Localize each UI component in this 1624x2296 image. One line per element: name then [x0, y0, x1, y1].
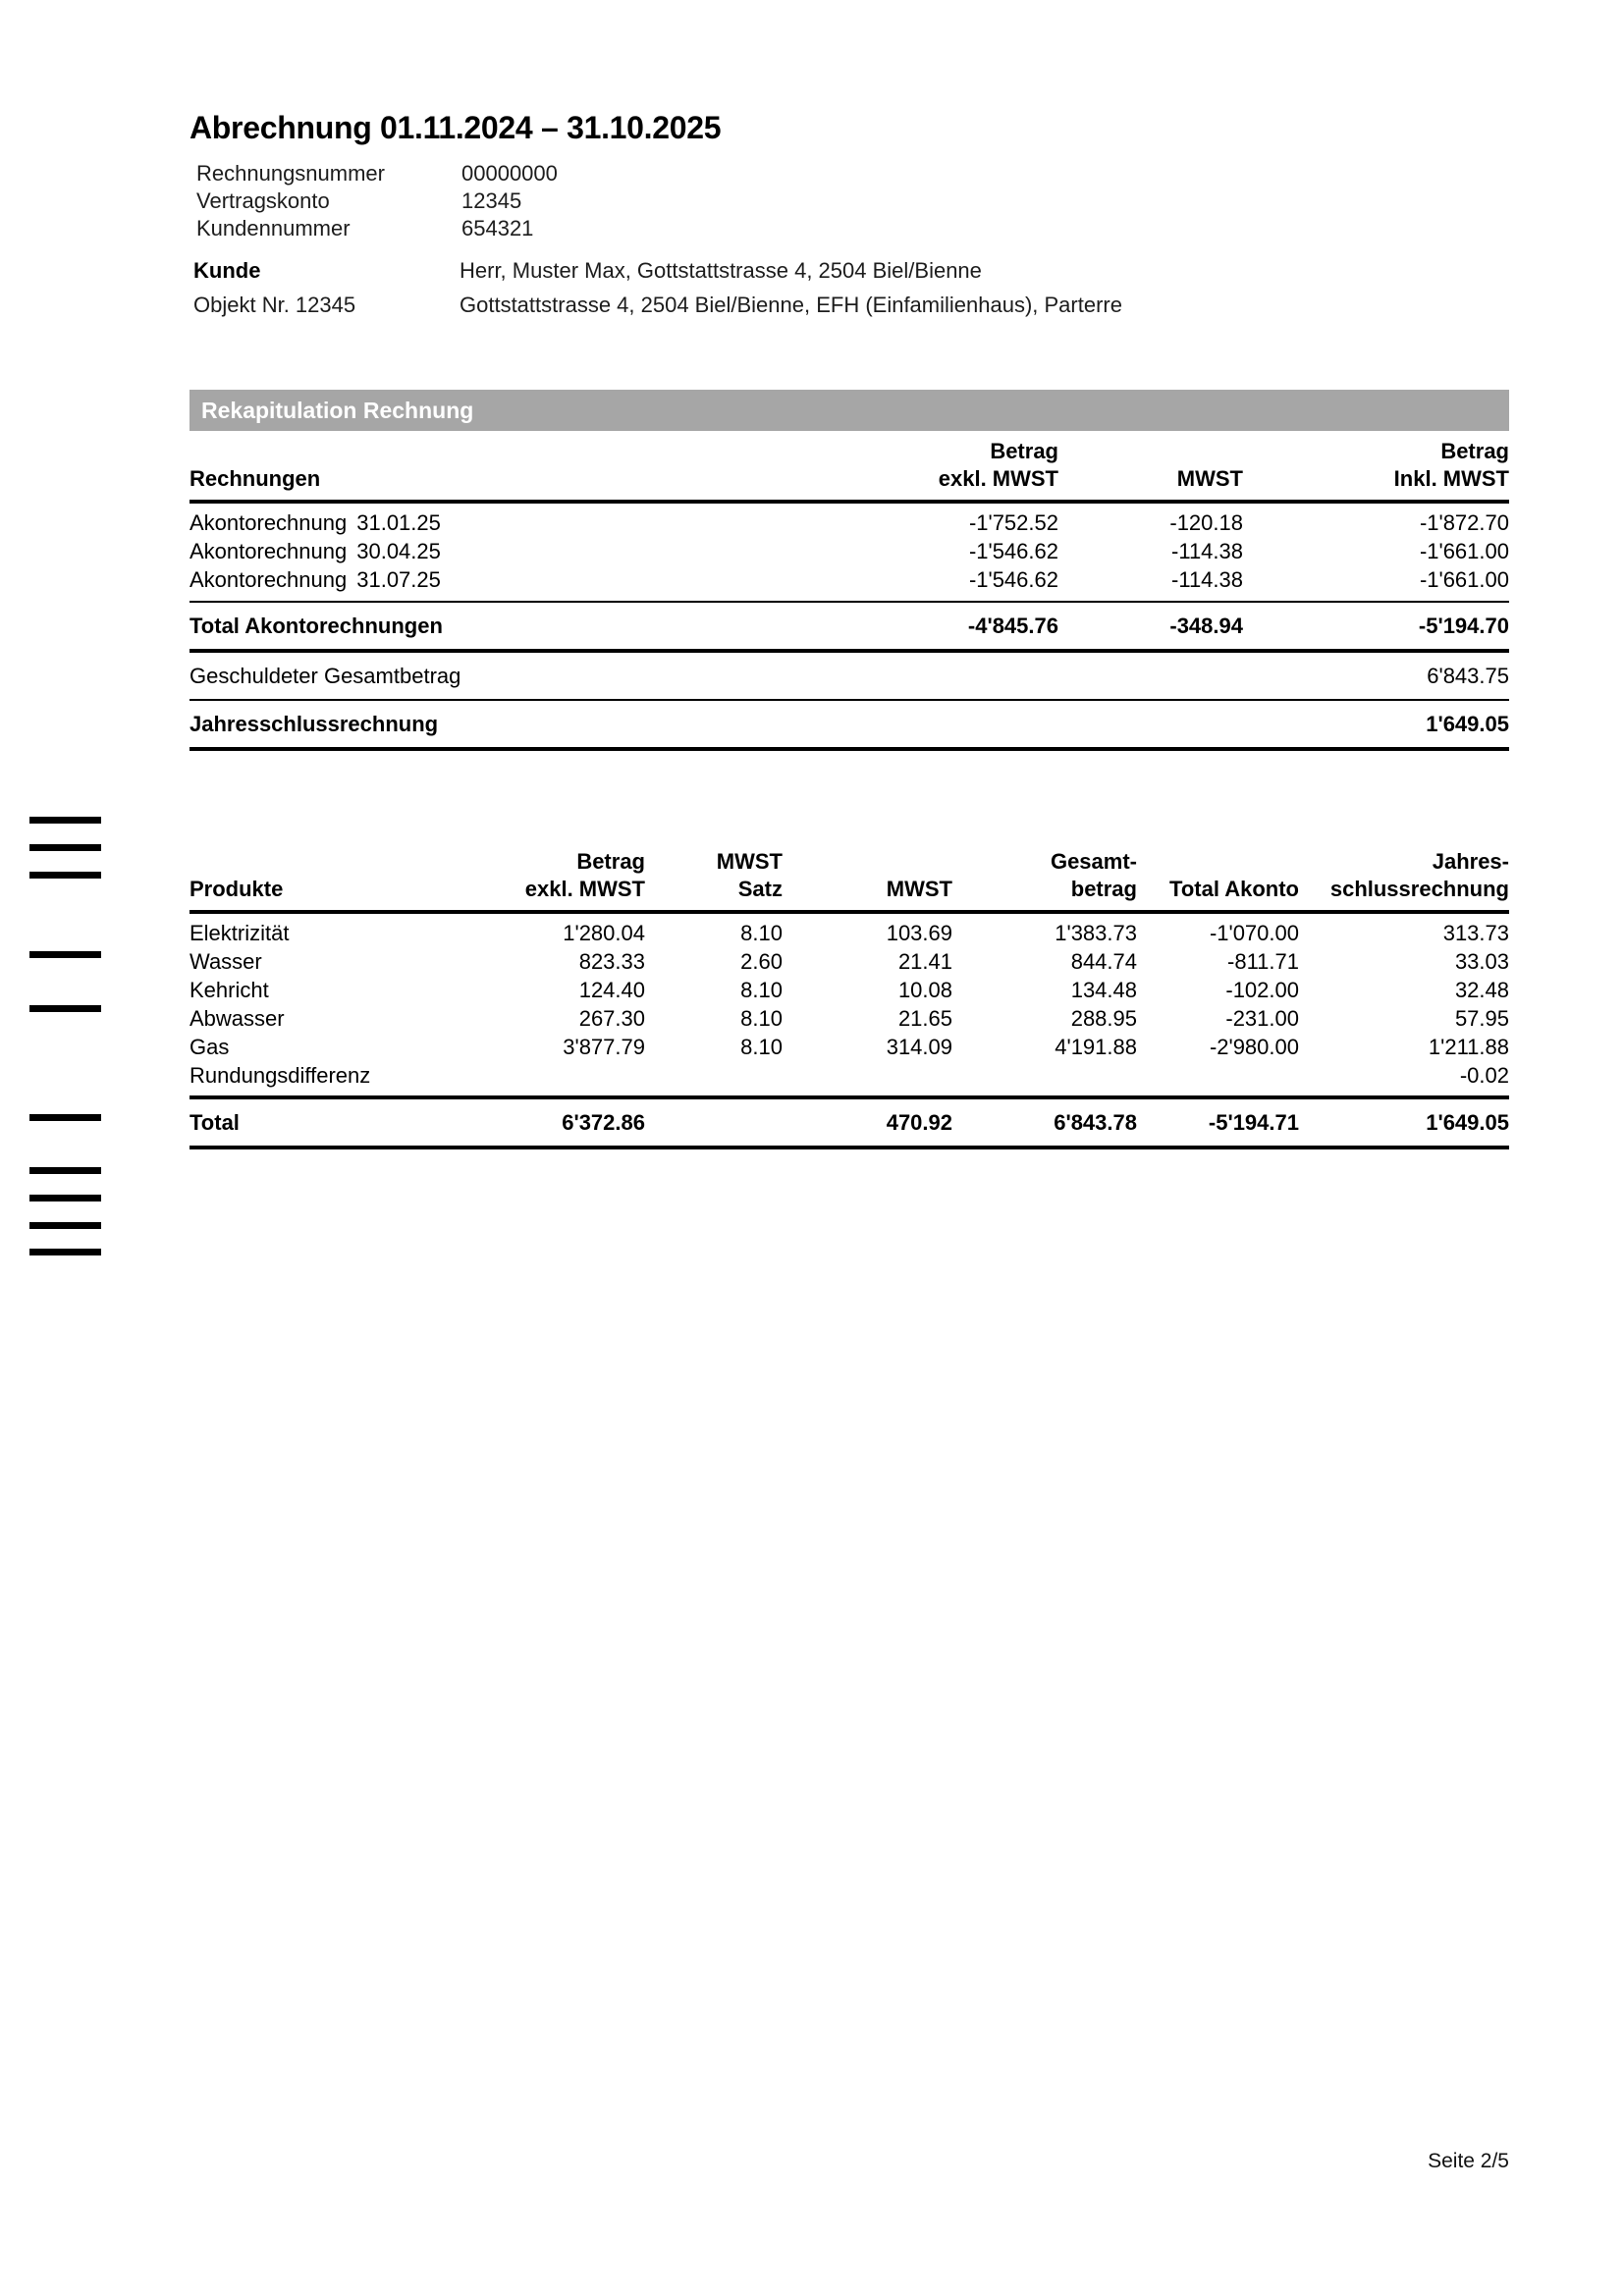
cell-incl: -1'661.00	[1419, 567, 1509, 592]
cell-gesamt: 844.74	[1070, 949, 1137, 974]
product-name: Rundungsdifferenz	[189, 1063, 371, 1088]
cell-incl: -1'661.00	[1419, 539, 1509, 563]
cell-excl	[484, 1061, 645, 1090]
recap-table-header	[189, 432, 1509, 504]
info-label: Rechnungsnummer	[196, 161, 385, 186]
section-header-recap	[189, 390, 1509, 431]
col-header-betrag-exkl: Betrag exkl. MWST	[524, 849, 645, 901]
customer-row	[189, 253, 1509, 288]
cell-satz: 2.60	[740, 949, 783, 974]
cell-mwst: 21.65	[897, 1006, 952, 1031]
page-title: Abrechnung 01.11.2024 – 31.10.2025	[189, 110, 722, 145]
cell-excl: 124.40	[578, 978, 645, 1002]
cell-excl: 267.30	[578, 1006, 645, 1031]
table-row	[189, 508, 1509, 537]
fold-mark	[29, 844, 101, 851]
cell-jahres: 33.03	[1454, 949, 1509, 974]
cell-gesamt: 134.48	[1070, 978, 1137, 1002]
cell-mwst: 470.92	[886, 1110, 952, 1135]
product-name: Elektrizität	[189, 921, 290, 945]
total-label: Total	[189, 1110, 240, 1135]
recap-table-body	[189, 504, 1509, 603]
annual-settlement-row	[189, 701, 1509, 751]
fold-mark	[29, 1249, 101, 1255]
annual-value: 1'649.05	[1426, 712, 1509, 736]
info-value: 12345	[461, 188, 522, 213]
cell-excl: -1'546.62	[968, 539, 1058, 563]
info-value: 654321	[461, 216, 534, 240]
products-total-row	[189, 1099, 1509, 1149]
cell-mwst: -348.94	[1169, 614, 1243, 638]
cell-akonto: -5'194.71	[1208, 1110, 1299, 1135]
total-label: Total Akontorechnungen	[189, 614, 443, 638]
product-name: Kehricht	[189, 978, 269, 1002]
cell-incl: -5'194.70	[1418, 614, 1509, 638]
cell-satz: 8.10	[740, 1035, 783, 1059]
cell-excl: -1'752.52	[968, 510, 1058, 535]
table-row	[189, 919, 1509, 947]
cell-gesamt: 6'843.78	[1054, 1110, 1137, 1135]
cell-mwst: -114.38	[1171, 567, 1243, 592]
fold-mark	[29, 951, 101, 958]
col-header-produkte: Produkte	[189, 877, 284, 901]
cell-jahres: 1'211.88	[1428, 1035, 1509, 1059]
owed-label: Geschuldeter Gesamtbetrag	[189, 664, 461, 688]
info-row-customer-number	[189, 215, 1509, 242]
col-header-mwst: MWST	[886, 877, 952, 901]
cell-jahres: 1'649.05	[1426, 1110, 1509, 1135]
row-date: 31.07.25	[356, 567, 441, 592]
info-label: Vertragskonto	[196, 188, 330, 213]
products-table	[189, 842, 1509, 1149]
product-name: Abwasser	[189, 1006, 285, 1031]
recap-table	[189, 432, 1509, 751]
cell-excl: -4'845.76	[967, 614, 1058, 638]
section-title: Rekapitulation Rechnung	[201, 398, 474, 423]
owed-total-row	[189, 653, 1509, 701]
info-row-invoice-number	[189, 160, 1509, 187]
row-label: Akontorechnung	[189, 510, 348, 535]
fold-mark	[29, 1167, 101, 1174]
col-header-mwst-satz: MWST Satz	[716, 849, 783, 901]
cell-gesamt: 288.95	[1070, 1006, 1137, 1031]
cell-mwst: -114.38	[1171, 539, 1243, 563]
cell-excl: -1'546.62	[968, 567, 1058, 592]
cell-mwst: 103.69	[886, 921, 952, 945]
object-address: Gottstattstrasse 4, 2504 Biel/Bienne, EFH (Einfamilienhaus), Parterre	[460, 293, 1122, 317]
cell-akonto: -231.00	[1225, 1006, 1299, 1031]
cell-jahres: 32.48	[1454, 978, 1509, 1002]
owed-value: 6'843.75	[1427, 664, 1509, 688]
info-row-contract-account	[189, 187, 1509, 215]
recap-total-row	[189, 603, 1509, 653]
table-row	[189, 565, 1509, 594]
cell-jahres: 313.73	[1442, 921, 1509, 945]
product-name: Gas	[189, 1035, 230, 1059]
row-label: Akontorechnung	[189, 539, 348, 563]
customer-block	[189, 253, 1509, 322]
cell-excl: 1'280.04	[563, 921, 645, 945]
table-row	[189, 1004, 1509, 1033]
fold-mark	[29, 1114, 101, 1121]
invoice-info-block	[189, 160, 1509, 242]
cell-satz: 8.10	[740, 978, 783, 1002]
cell-jahres: 57.95	[1454, 1006, 1509, 1031]
info-value: 00000000	[461, 161, 558, 186]
cell-akonto: -1'070.00	[1209, 921, 1299, 945]
cell-jahres: -0.02	[1459, 1063, 1509, 1088]
cell-incl: -1'872.70	[1419, 510, 1509, 535]
object-row	[189, 288, 1509, 322]
table-row	[189, 1033, 1509, 1061]
cell-akonto: -102.00	[1225, 978, 1299, 1002]
cell-gesamt	[952, 1061, 1137, 1090]
cell-excl: 6'372.86	[562, 1110, 645, 1135]
cell-mwst: 10.08	[897, 978, 952, 1002]
row-label: Akontorechnung	[189, 567, 348, 592]
cell-mwst: -120.18	[1169, 510, 1243, 535]
cell-gesamt: 4'191.88	[1055, 1035, 1137, 1059]
fold-mark	[29, 817, 101, 824]
fold-mark	[29, 872, 101, 879]
cell-mwst: 314.09	[886, 1035, 952, 1059]
cell-gesamt: 1'383.73	[1055, 921, 1137, 945]
row-date: 30.04.25	[356, 539, 441, 563]
table-row	[189, 537, 1509, 565]
col-header-gesamtbetrag: Gesamt- betrag	[1050, 849, 1137, 901]
cell-satz	[645, 1108, 783, 1137]
cell-akonto: -2'980.00	[1209, 1035, 1299, 1059]
row-date: 31.01.25	[356, 510, 441, 535]
product-name: Wasser	[189, 949, 262, 974]
fold-mark	[29, 1005, 101, 1012]
cell-excl: 3'877.79	[563, 1035, 645, 1059]
page-number: Seite 2/5	[1428, 2150, 1509, 2172]
col-header-jahresschlussrechnung: Jahres- schlussrechnung	[1329, 849, 1509, 901]
col-header-rechnungen: Rechnungen	[189, 466, 321, 491]
customer-label: Kunde	[193, 258, 261, 283]
customer-address: Herr, Muster Max, Gottstattstrasse 4, 2504 Biel/Bienne	[460, 258, 982, 283]
cell-satz: 8.10	[740, 921, 783, 945]
col-header-mwst: MWST	[1176, 466, 1243, 491]
cell-mwst: 21.41	[897, 949, 952, 974]
products-table-header	[189, 842, 1509, 914]
cell-excl: 823.33	[578, 949, 645, 974]
fold-mark	[29, 1222, 101, 1229]
object-label: Objekt Nr. 12345	[193, 293, 356, 317]
products-table-body	[189, 914, 1509, 1099]
cell-mwst	[783, 1061, 952, 1090]
cell-satz	[645, 1061, 783, 1090]
info-label: Kundennummer	[196, 216, 351, 240]
table-row	[189, 1061, 1509, 1090]
table-row	[189, 976, 1509, 1004]
table-row	[189, 947, 1509, 976]
col-header-betrag-exkl: Betrag exkl. MWST	[938, 439, 1058, 491]
annual-label: Jahresschlussrechnung	[189, 712, 439, 736]
fold-mark	[29, 1195, 101, 1201]
cell-akonto	[1137, 1061, 1299, 1090]
col-header-total-akonto: Total Akonto	[1169, 877, 1299, 901]
cell-akonto: -811.71	[1227, 949, 1299, 974]
col-header-betrag-inkl: Betrag Inkl. MWST	[1393, 439, 1509, 491]
cell-satz: 8.10	[740, 1006, 783, 1031]
